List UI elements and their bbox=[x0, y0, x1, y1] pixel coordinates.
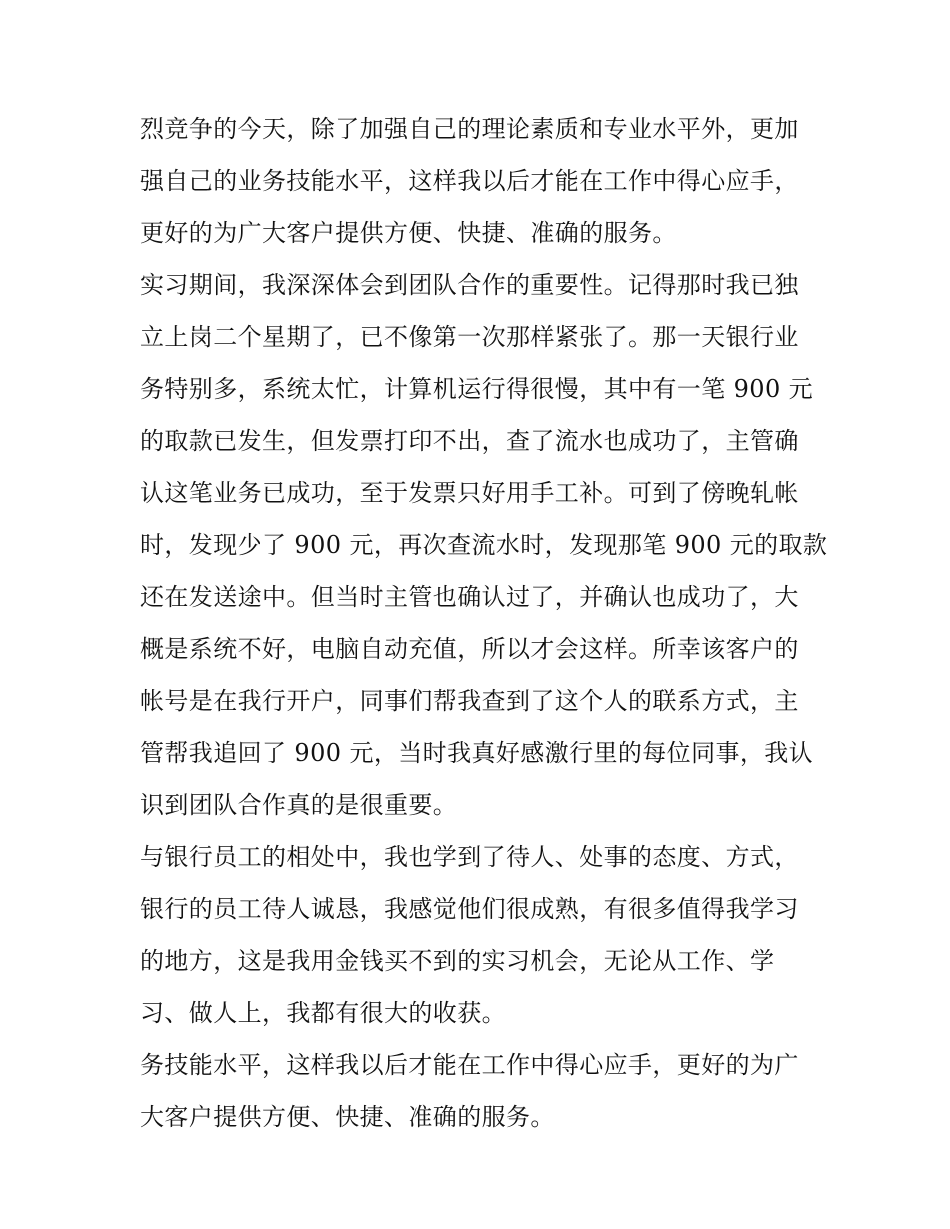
text-line: 与银行员工的相处中，我也学到了待人、处事的态度、方式， bbox=[140, 843, 799, 871]
document-body bbox=[140, 103, 828, 1143]
text-line: 大客户提供方便、快捷、准确的服务。 bbox=[140, 1103, 555, 1131]
text-line: 烈竞争的今天，除了加强自己的理论素质和专业水平外，更加 bbox=[140, 115, 799, 143]
paragraph-1 bbox=[140, 103, 812, 259]
text-line: 管帮我追回了 900 元，当时我真好感激行里的每位同事，我认 bbox=[140, 739, 814, 767]
text-line: 习、做人上，我都有很大的收获。 bbox=[140, 999, 506, 1027]
paragraph-2 bbox=[140, 259, 828, 831]
text-line: 时，发现少了 900 元，再次查流水时，发现那笔 900 元的取款 bbox=[140, 531, 828, 559]
text-line: 帐号是在我行开户，同事们帮我查到了这个人的联系方式，主 bbox=[140, 687, 799, 715]
text-line: 概是系统不好，电脑自动充值，所以才会这样。所幸该客户的 bbox=[140, 635, 799, 663]
text-line: 务技能水平，这样我以后才能在工作中得心应手，更好的为广 bbox=[140, 1051, 799, 1079]
paragraph-4 bbox=[140, 1039, 812, 1143]
text-line: 的地方，这是我用金钱买不到的实习机会，无论从工作、学 bbox=[140, 947, 775, 975]
text-line: 还在发送途中。但当时主管也确认过了，并确认也成功了，大 bbox=[140, 583, 799, 611]
text-line: 更好的为广大客户提供方便、快捷、准确的服务。 bbox=[140, 219, 677, 247]
paragraph-3 bbox=[140, 831, 812, 1039]
text-line: 实习期间，我深深体会到团队合作的重要性。记得那时我已独 bbox=[140, 271, 799, 299]
text-line: 务特别多，系统太忙，计算机运行得很慢，其中有一笔 900 元 bbox=[140, 375, 814, 403]
text-line: 的取款已发生，但发票打印不出，查了流水也成功了，主管确 bbox=[140, 427, 799, 455]
text-line: 认这笔业务已成功，至于发票只好用手工补。可到了傍晚轧帐 bbox=[140, 479, 799, 507]
text-line: 立上岗二个星期了，已不像第一次那样紧张了。那一天银行业 bbox=[140, 323, 799, 351]
text-line: 强自己的业务技能水平，这样我以后才能在工作中得心应手， bbox=[140, 167, 799, 195]
text-line: 银行的员工待人诚恳，我感觉他们很成熟，有很多值得我学习 bbox=[140, 895, 799, 923]
text-line: 识到团队合作真的是很重要。 bbox=[140, 791, 458, 819]
